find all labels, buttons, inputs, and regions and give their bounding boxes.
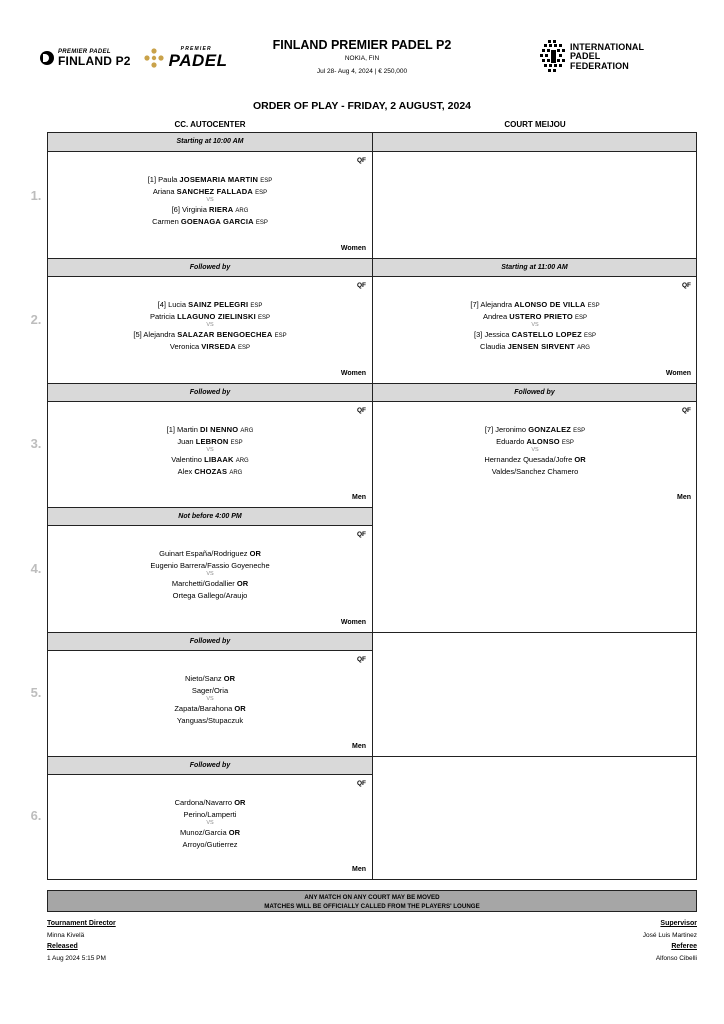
court-header-right: COURT MEIJOU xyxy=(504,120,566,129)
category-label: Men xyxy=(352,866,366,873)
player-line: [1] Martin DI NENNO ARG xyxy=(166,425,254,434)
team-line: Ortega Gallego/Araujo xyxy=(172,591,248,601)
player-line: [7] Alejandra ALONSO DE VILLA ESP xyxy=(470,300,600,309)
player-line: Juan LEBRON ESP xyxy=(177,436,243,446)
finland-p2-logo xyxy=(40,49,131,67)
player-line: [3] Jessica CASTELLO LOPEZ ESP xyxy=(474,330,596,340)
notice-line-1: ANY MATCH ON ANY COURT MAY BE MOVED xyxy=(304,894,440,901)
vs-label: VS xyxy=(206,820,214,827)
vs-label: VS xyxy=(206,322,214,329)
order-of-play-title: ORDER OF PLAY - FRIDAY, 2 AUGUST, 2024 xyxy=(252,100,472,112)
round-label: QF xyxy=(356,780,366,787)
match-cell xyxy=(373,277,697,383)
court-header-left: CC. AUTOCENTER xyxy=(174,120,246,129)
time-bar: Not before 4:00 PM xyxy=(48,507,372,526)
team-line: Marchetti/Godallier OR xyxy=(171,579,249,589)
premier-padel-bottom-text: PADEL xyxy=(168,51,228,70)
released-label: Released xyxy=(47,943,78,950)
match-cell xyxy=(48,152,372,258)
player-line: [1] Paula JOSEMARIA MARTIN ESP xyxy=(147,175,273,184)
ipf-logo-text xyxy=(570,43,644,71)
category-label: Women xyxy=(665,370,691,377)
player-line: [4] Lucia SAINZ PELEGRI ESP xyxy=(157,300,263,309)
player-line: [6] Virginia RIERA ARG xyxy=(171,205,249,215)
round-label: QF xyxy=(356,407,366,414)
supervisor-label: Supervisor xyxy=(660,920,697,927)
player-line: Veronica VIRSEDA ESP xyxy=(169,342,251,352)
match-cell xyxy=(48,277,372,383)
vs-label: VS xyxy=(206,571,214,578)
row-number: 1. xyxy=(30,188,42,203)
notice-line-2: MATCHES WILL BE OFFICIALLY CALLED FROM THE PLAYERS' LOUNGE xyxy=(264,903,480,910)
player-line: Patricia LLAGUNO ZIELINSKI ESP xyxy=(149,311,271,321)
round-label: QF xyxy=(356,656,366,663)
tournament-location: NOKIA, FIN xyxy=(344,55,380,62)
round-label: QF xyxy=(356,157,366,164)
team-line: Cardona/Navarro OR xyxy=(174,798,246,807)
team-line: Perino/Lamperti xyxy=(183,809,237,819)
vs-label: VS xyxy=(531,322,539,329)
category-label: Women xyxy=(340,370,366,377)
row-number: 4. xyxy=(30,561,42,576)
finland-logo-bottom-text: FINLAND P2 xyxy=(58,54,131,68)
team-line: Sager/Oria xyxy=(191,685,229,695)
row-number: 3. xyxy=(30,436,42,451)
notice-banner xyxy=(47,890,697,912)
team-line: Nieto/Sanz OR xyxy=(184,674,236,683)
tournament-header xyxy=(240,38,484,75)
player-line: Claudia JENSEN SIRVENT ARG xyxy=(480,342,590,352)
referee-label: Referee xyxy=(671,943,697,950)
released-time: 1 Aug 2024 5:15 PM xyxy=(47,955,106,962)
ipf-line-3: FEDERATION xyxy=(570,60,629,71)
round-label: QF xyxy=(681,282,691,289)
round-label: QF xyxy=(681,407,691,414)
director-name: Minna Kivelä xyxy=(47,932,85,939)
time-bar xyxy=(373,133,696,152)
team-line: Eugenio Barrera/Fassio Goyeneche xyxy=(150,560,270,570)
finland-logo-top-text: PREMIER PADEL xyxy=(58,49,111,55)
time-bar: Starting at 11:00 AM xyxy=(373,258,696,277)
empty-bar xyxy=(373,632,696,651)
match-cell xyxy=(48,651,372,756)
tournament-title: FINLAND PREMIER PADEL P2 xyxy=(272,38,452,52)
team-line: Arroyo/Gutierrez xyxy=(182,840,238,850)
row-number: 2. xyxy=(30,312,42,327)
player-line: Ariana SANCHEZ FALLADA ESP xyxy=(152,186,268,196)
premier-padel-star-icon xyxy=(143,47,165,69)
match-cell xyxy=(373,402,697,507)
row-number: 5. xyxy=(30,685,42,700)
player-line: [5] Alejandra SALAZAR BENGOECHEA ESP xyxy=(133,330,287,340)
ipf-line-2: PADEL xyxy=(570,51,601,62)
ipf-logo xyxy=(538,38,644,76)
tournament-dates: Jul 28- Aug 4, 2024 | € 250,000 xyxy=(316,68,408,75)
time-bar: Followed by xyxy=(48,756,372,775)
time-bar: Followed by xyxy=(373,383,696,402)
premier-padel-logo xyxy=(143,47,228,69)
time-bar: Followed by xyxy=(48,632,372,651)
match-cell xyxy=(48,775,372,879)
round-label: QF xyxy=(356,531,366,538)
time-bar: Followed by xyxy=(48,258,372,277)
vs-label: VS xyxy=(206,447,214,454)
team-line: Zapata/Barahona OR xyxy=(174,704,246,714)
time-bar: Starting at 10:00 AM xyxy=(48,133,372,152)
category-label: Men xyxy=(677,494,691,501)
premier-padel-top-text: PREMIER xyxy=(180,46,212,52)
supervisor-name: José Luis Martinez xyxy=(642,932,697,939)
player-line: Alex CHOZAS ARG xyxy=(177,467,243,477)
row-number: 6. xyxy=(30,808,42,823)
vs-label: VS xyxy=(206,696,214,703)
team-line: Hernandez Quesada/Jofre OR xyxy=(484,455,586,465)
team-line: Yanguas/Stupaczuk xyxy=(176,716,244,726)
time-bar: Followed by xyxy=(48,383,372,402)
vs-label: VS xyxy=(206,197,214,204)
empty-bar xyxy=(373,756,696,775)
round-label: QF xyxy=(356,282,366,289)
category-label: Men xyxy=(352,494,366,501)
vs-label: VS xyxy=(531,447,539,454)
team-line: Valdes/Sanchez Chamero xyxy=(491,467,579,477)
player-line: Andrea USTERO PRIETO ESP xyxy=(482,311,588,321)
player-line: Carmen GOENAGA GARCIA ESP xyxy=(152,217,268,227)
director-label: Tournament Director xyxy=(47,920,116,927)
player-line: [7] Jeronimo GONZALEZ ESP xyxy=(484,425,586,434)
referee-name: Alfonso Cibelli xyxy=(655,955,697,962)
header-logos-left xyxy=(40,44,250,72)
player-line: Valentino LIBAAK ARG xyxy=(171,455,249,465)
ipf-ball-icon xyxy=(538,38,566,76)
ipf-line-1: INTERNATIONAL xyxy=(570,41,645,52)
match-cell xyxy=(48,526,372,632)
category-label: Women xyxy=(340,619,366,626)
team-line: Guinart España/Rodriguez OR xyxy=(159,549,261,558)
category-label: Women xyxy=(340,245,366,252)
finland-p2-logo-icon xyxy=(40,51,54,65)
match-cell xyxy=(48,402,372,507)
category-label: Men xyxy=(352,743,366,750)
team-line: Munoz/Garcia OR xyxy=(179,828,241,838)
player-line: Eduardo ALONSO ESP xyxy=(496,436,574,446)
